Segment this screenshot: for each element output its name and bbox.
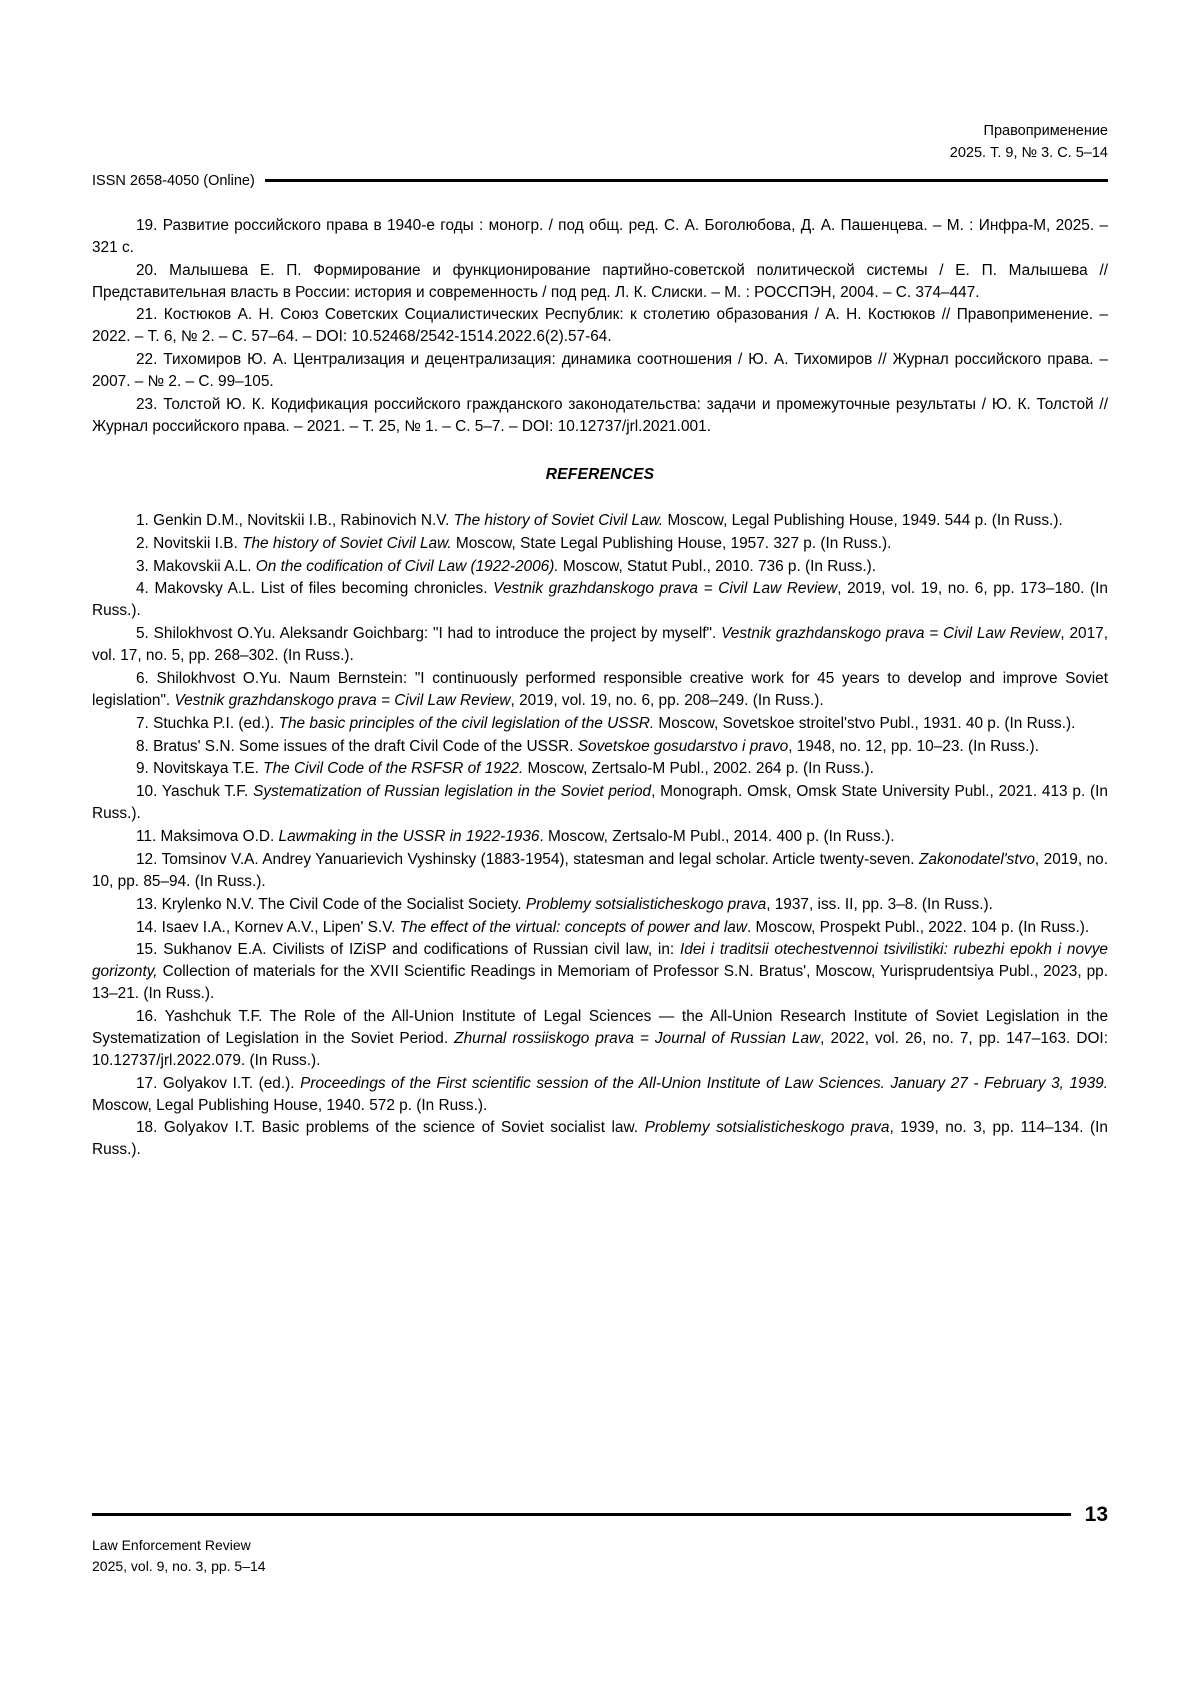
reference-run: Vestnik grazhdanskogo prava = Civil Law Review (721, 625, 1061, 643)
reference-run: Moscow, Sovetskoe stroitel'stvo Publ., 1931. 40 p. (In Russ.). (654, 714, 1076, 732)
reference-run: Lawmaking in the USSR in 1922-1936 (278, 828, 540, 846)
reference-item-en (92, 556, 1108, 578)
reference-run: Moscow, Zertsalo-M Publ., 2002. 264 p. (In Russ.). (523, 760, 874, 778)
reference-run: 18. Golyakov I.T. Basic problems of the science of Soviet socialist law. (136, 1119, 645, 1137)
reference-run: 12. Tomsinov V.A. Andrey Yanuarievich Vyshinsky (1883-1954), statesman and legal scholar. Article twenty-seven. (136, 850, 920, 868)
reference-run: The effect of the virtual: concepts of power and law (399, 918, 747, 936)
reference-run: 15. Sukhanov E.A. Civilists of IZiSP and codifications of Russian civil law, in: (136, 941, 680, 959)
reference-item-en (92, 533, 1108, 555)
reference-item-en (92, 1006, 1108, 1072)
reference-run: 2. Novitskii I.B. (136, 534, 243, 552)
reference-item-en (92, 736, 1108, 758)
reference-run: Moscow, Statut Publ., 2010. 736 p. (In Russ.). (558, 557, 877, 575)
reference-run: , 1937, iss. II, pp. 3–8. (In Russ.). (766, 895, 993, 913)
header-journal-info (92, 120, 1108, 165)
references-content (92, 215, 1108, 1161)
reference-item-ru: 20. Малышева Е. П. Формирование и функционирование партийно-советской политической системы / Е. П. Малышева // Представительная власть в России: история и современность / под ред. Л. К. Слиски. – М. : РОССПЭН, 2004. – С. 374–447. (92, 261, 1108, 301)
header-issue-line: 2025. Т. 9, № 3. С. 5–14 (949, 145, 1108, 162)
footer-divider (92, 1513, 1071, 1516)
reference-run: , 2019, no. 10, pp. 85–94. (In Russ.). (92, 850, 1108, 890)
reference-item-en (92, 1073, 1108, 1117)
reference-item-en (92, 713, 1108, 735)
footer-issue-line: 2025, vol. 9, no. 3, pp. 5–14 (92, 1558, 266, 1574)
reference-item-en (92, 917, 1108, 939)
reference-run: 8. Bratus' S.N. Some issues of the draft Civil Code of the USSR. (136, 737, 578, 755)
reference-run: 4. Makovsky A.L. List of files becoming chronicles. (136, 580, 494, 598)
reference-run: 11. Maksimova O.D. (136, 828, 279, 846)
footer-journal-name: Law Enforcement Review (92, 1537, 251, 1553)
reference-run: Moscow, Legal Publishing House, 1949. 544 p. (In Russ.). (663, 511, 1063, 529)
reference-run: , 2019, vol. 19, no. 6, pp. 173–180. (In Russ.). (92, 580, 1108, 620)
footer-journal-info (92, 1535, 1108, 1577)
page-footer (92, 1504, 1108, 1577)
reference-run: , 2019, vol. 19, no. 6, pp. 208–249. (In Russ.). (510, 691, 824, 709)
russian-references-list (92, 215, 1108, 438)
page-header (92, 0, 1108, 189)
reference-run: On the codification of Civil Law (1922-2006). (255, 557, 559, 575)
reference-item-en (92, 1117, 1108, 1161)
reference-item-en (92, 510, 1108, 532)
reference-run: 5. Shilokhvost O.Yu. Aleksandr Goichbarg: "I had to introduce the project by myself". (136, 625, 722, 643)
header-journal-title: Правоприменение (983, 123, 1108, 139)
reference-run: 17. Golyakov I.T. (ed.). (136, 1074, 301, 1092)
reference-run: . Moscow, Prospekt Publ., 2022. 104 p. (In Russ.). (746, 918, 1090, 936)
reference-run: Vestnik grazhdanskogo prava = Civil Law Review (493, 580, 838, 598)
reference-run: , 2017, vol. 17, no. 5, pp. 268–302. (In Russ.). (92, 625, 1108, 665)
reference-run: Idei i traditsii otechestvennoi tsivilistiki: rubezhi epokh i novye gorizonty, (92, 941, 1108, 981)
reference-run: The basic principles of the civil legislation of the USSR. (278, 714, 655, 732)
reference-run: , 2022, vol. 26, no. 7, pp. 147–163. DOI: 10.12737/jrl.2022.079. (In Russ.). (92, 1029, 1108, 1069)
reference-item-en (92, 894, 1108, 916)
reference-run: , Monograph. Omsk, Omsk State University Publ., 2021. 413 p. (In Russ.). (92, 783, 1108, 823)
reference-run: Zakonodatel'stvo (919, 850, 1035, 868)
reference-run: Problemy sotsialisticheskogo prava (644, 1119, 890, 1137)
issn-text: ISSN 2658-4050 (Online) (92, 172, 255, 189)
reference-run: Sovetskoe gosudarstvo i pravo (577, 737, 789, 755)
footer-rule-row (92, 1504, 1108, 1525)
reference-item-ru: 22. Тихомиров Ю. А. Централизация и децентрализация: динамика соотношения / Ю. А. Тихомиров // Журнал российского права. – 2007. – № 2. – С. 99–105. (92, 351, 1108, 391)
header-divider (265, 179, 1108, 182)
reference-run: 14. Isaev I.A., Kornev A.V., Lipen' S.V. (136, 918, 400, 936)
reference-run: Moscow, Legal Publishing House, 1940. 572 p. (In Russ.). (92, 1096, 488, 1114)
reference-run: 9. Novitskaya T.E. (136, 760, 264, 778)
references-heading: REFERENCES (545, 465, 655, 483)
reference-run: The Civil Code of the RSFSR of 1922. (263, 760, 524, 778)
english-references-list (92, 510, 1108, 1161)
reference-item-en (92, 939, 1108, 1005)
reference-run: , 1948, no. 12, pp. 10–23. (In Russ.). (788, 737, 1039, 755)
reference-run: , 1939, no. 3, pp. 114–134. (In Russ.). (92, 1119, 1108, 1159)
reference-run: 6. Shilokhvost O.Yu. Naum Bernstein: "I continuously performed responsible creative work for 45 years to develop and improve Soviet legislation". (92, 669, 1108, 709)
reference-run: 16. Yashchuk T.F. The Role of the All-Union Institute of Legal Sciences — the All-Union Research Institute of Soviet Legislation in the Systematization of Legislation in the Soviet Period. (92, 1008, 1108, 1047)
reference-item-ru: 21. Костюков А. Н. Союз Советских Социалистических Республик: к столетию образования / А. Н. Костюков // Правоприменение. – 2022. – Т. 6, № 2. – С. 57–64. – DOI: 10.52468/2542-1514.2022.6(2).57-64. (92, 306, 1108, 346)
reference-item-en (92, 623, 1108, 667)
reference-run: Proceedings of the First scientific session of the All-Union Institute of Law Sciences. January 27 - February 3, 1939. (300, 1074, 1108, 1092)
reference-run: 10. Yaschuk T.F. (136, 783, 254, 801)
reference-run: The history of Soviet Civil Law. (453, 511, 664, 529)
reference-item-en (92, 826, 1108, 848)
header-rule-row (92, 173, 1108, 189)
reference-run: . Moscow, Zertsalo-M Publ., 2014. 400 p. (In Russ.). (539, 828, 895, 846)
reference-run: 13. Krylenko N.V. The Civil Code of the Socialist Society. (136, 895, 526, 913)
reference-run: Systematization of Russian legislation in the Soviet period (253, 783, 652, 801)
reference-run: Collection of materials for the XVII Scientific Readings in Memoriam of Professor S.N. Bratus', Moscow, Yurisprudentsiya Publ., 2023, pp. 13–21. (In Russ.). (92, 963, 1108, 1003)
reference-run: Vestnik grazhdanskogo prava = Civil Law Review (174, 691, 511, 709)
reference-run: The history of Soviet Civil Law. (242, 534, 452, 552)
reference-run: Zhurnal rossiiskogo prava = Journal of Russian Law (454, 1029, 821, 1047)
page-number: 13 (1084, 1503, 1108, 1526)
reference-item-en (92, 578, 1108, 622)
reference-item-en (92, 781, 1108, 825)
reference-item-en (92, 668, 1108, 712)
reference-run: 3. Makovskii A.L. (136, 557, 256, 575)
reference-item-ru: 23. Толстой Ю. К. Кодификация российского гражданского законодательства: задачи и промежуточные результаты / Ю. К. Толстой // Журнал российского права. – 2021. – Т. 25, № 1. – С. 5–7. – DOI: 10.12737/jrl.2021.001. (92, 395, 1108, 435)
reference-item-en (92, 849, 1108, 893)
reference-run: Problemy sotsialisticheskogo prava (525, 895, 767, 913)
reference-item-ru: 19. Развитие российского права в 1940-е годы : моногр. / под общ. ред. С. А. Боголюбова, Д. А. Пашенцева. – М. : Инфра-М, 2025. – 321 с. (92, 216, 1108, 256)
reference-run: 7. Stuchka P.I. (ed.). (136, 714, 279, 732)
reference-run: 1. Genkin D.M., Novitskii I.B., Rabinovich N.V. (136, 511, 454, 529)
reference-item-en (92, 758, 1108, 780)
reference-run: Moscow, State Legal Publishing House, 1957. 327 p. (In Russ.). (451, 534, 892, 552)
